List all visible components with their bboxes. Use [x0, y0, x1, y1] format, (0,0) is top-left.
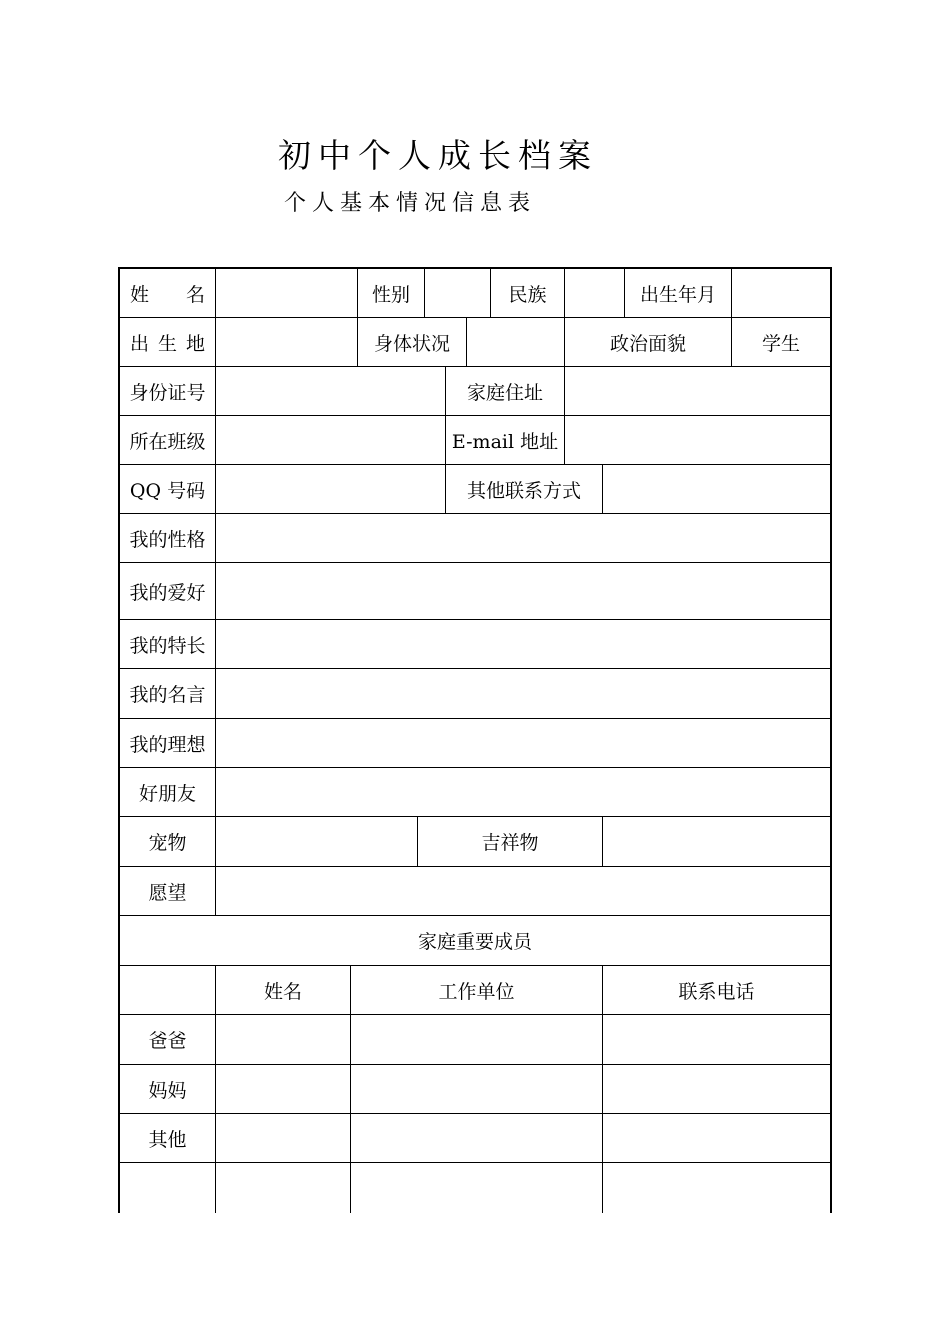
- personality-field[interactable]: [216, 514, 830, 563]
- family-col-phone: 联系电话: [603, 966, 830, 1015]
- extra-name-field[interactable]: [216, 1163, 351, 1213]
- home-address-field[interactable]: [565, 367, 830, 416]
- pet-field[interactable]: [216, 817, 418, 867]
- name-label-char1: 姓: [130, 283, 150, 306]
- family-header-blank: [120, 966, 216, 1015]
- dad-phone-field[interactable]: [603, 1015, 830, 1065]
- gender-label: 性别: [358, 269, 425, 318]
- ideal-label: 我的理想: [120, 719, 216, 768]
- mascot-field[interactable]: [603, 817, 830, 867]
- friends-label: 好朋友: [120, 768, 216, 817]
- name-label-char2: 名: [185, 283, 205, 306]
- class-field[interactable]: [216, 416, 446, 465]
- gender-field[interactable]: [425, 269, 491, 318]
- extra-phone-field[interactable]: [603, 1163, 830, 1213]
- family-section-title: 家庭重要成员: [120, 916, 830, 966]
- other-phone-field[interactable]: [603, 1114, 830, 1163]
- ethnicity-field[interactable]: [565, 269, 625, 318]
- mom-work-field[interactable]: [351, 1065, 603, 1114]
- mom-phone-field[interactable]: [603, 1065, 830, 1114]
- info-form-table: [118, 267, 832, 1213]
- family-row-mom-label: 妈妈: [120, 1065, 216, 1114]
- document-title: 初中个人成长档案: [278, 136, 598, 175]
- other-work-field[interactable]: [351, 1114, 603, 1163]
- family-row-extra-label: [120, 1163, 216, 1213]
- document-subtitle: 个人基本情况信息表: [284, 191, 537, 216]
- dad-work-field[interactable]: [351, 1015, 603, 1065]
- health-label: 身体状况: [358, 318, 467, 367]
- mascot-label: 吉祥物: [418, 817, 603, 867]
- birthplace-char1: 出: [130, 332, 150, 355]
- political-status-label: 政治面貌: [565, 318, 732, 367]
- specialty-label: 我的特长: [120, 620, 216, 669]
- birthplace-char2: 生: [157, 332, 177, 355]
- birth-date-label: 出生年月: [625, 269, 732, 318]
- family-row-other-label: 其他: [120, 1114, 216, 1163]
- qq-label: QQ 号码: [120, 465, 216, 514]
- hobbies-field[interactable]: [216, 563, 830, 620]
- family-row-dad-label: 爸爸: [120, 1015, 216, 1065]
- wish-label: 愿望: [120, 867, 216, 916]
- health-field[interactable]: [467, 318, 565, 367]
- ideal-field[interactable]: [216, 719, 830, 768]
- other-contact-label: 其他联系方式: [446, 465, 603, 514]
- birthplace-field[interactable]: [216, 318, 358, 367]
- home-address-label: 家庭住址: [446, 367, 565, 416]
- family-col-work: 工作单位: [351, 966, 603, 1015]
- email-label: E-mail 地址: [446, 416, 565, 465]
- extra-work-field[interactable]: [351, 1163, 603, 1213]
- motto-label: 我的名言: [120, 669, 216, 719]
- friends-field[interactable]: [216, 768, 830, 817]
- other-name-field[interactable]: [216, 1114, 351, 1163]
- other-contact-field[interactable]: [603, 465, 830, 514]
- motto-field[interactable]: [216, 669, 830, 719]
- dad-name-field[interactable]: [216, 1015, 351, 1065]
- mom-name-field[interactable]: [216, 1065, 351, 1114]
- email-field[interactable]: [565, 416, 830, 465]
- qq-field[interactable]: [216, 465, 446, 514]
- specialty-field[interactable]: [216, 620, 830, 669]
- pet-label: 宠物: [120, 817, 216, 867]
- id-number-label: 身份证号: [120, 367, 216, 416]
- hobbies-label: 我的爱好: [120, 563, 216, 620]
- name-label: [120, 269, 216, 318]
- birth-date-field[interactable]: [732, 269, 830, 318]
- id-number-field[interactable]: [216, 367, 446, 416]
- birthplace-label: [120, 318, 216, 367]
- personality-label: 我的性格: [120, 514, 216, 563]
- wish-field[interactable]: [216, 867, 830, 916]
- ethnicity-label: 民族: [491, 269, 565, 318]
- family-col-name: 姓名: [216, 966, 351, 1015]
- class-label: 所在班级: [120, 416, 216, 465]
- political-status-value: 学生: [732, 318, 830, 367]
- birthplace-char3: 地: [185, 332, 205, 355]
- name-field[interactable]: [216, 269, 358, 318]
